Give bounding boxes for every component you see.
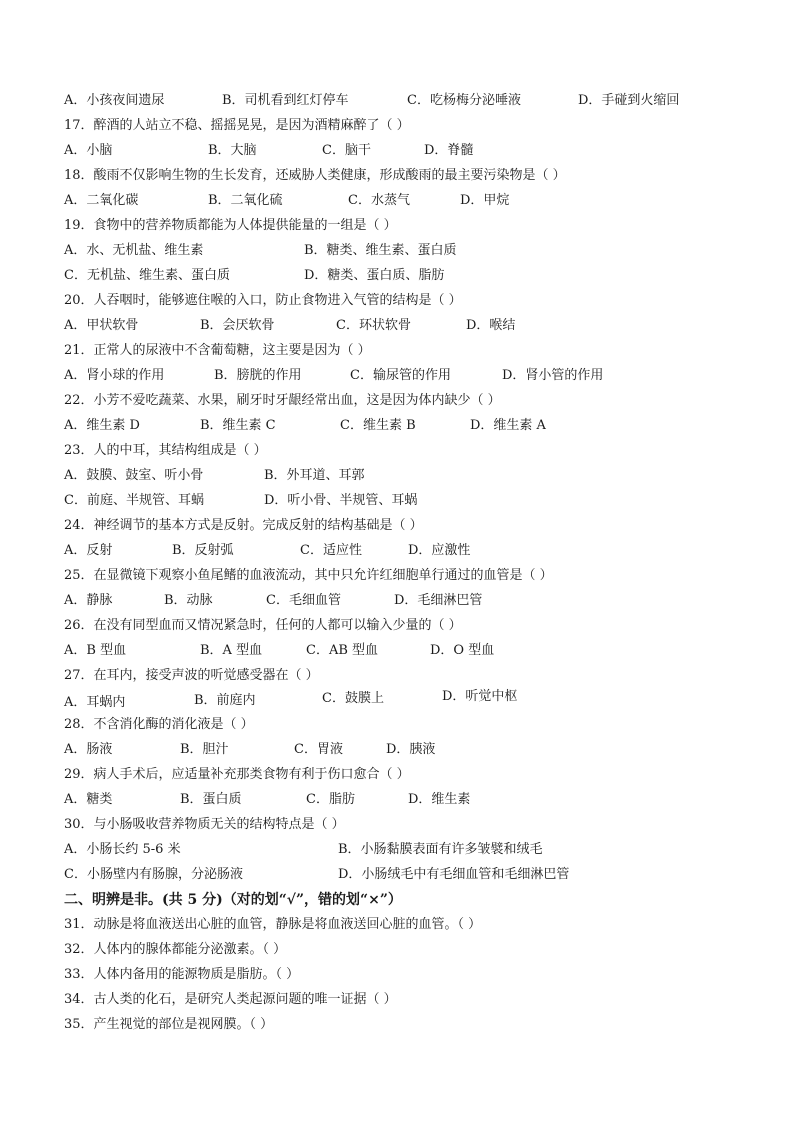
q24-stem: 24．神经调节的基本方式是反射。完成反射的结构基础是（ ）: [64, 518, 423, 533]
q27-option-c: C．鼓膜上: [322, 691, 384, 706]
q29-option-a: A．糖类: [64, 792, 113, 807]
q16-option-c: C．吃杨梅分泌唾液: [407, 93, 521, 108]
q30-option-d: D．小肠绒毛中有毛细血管和毛细淋巴管: [338, 867, 570, 882]
q16-option-d: D．手碰到火缩回: [578, 93, 680, 108]
q21-option-a: A．肾小球的作用: [64, 368, 165, 383]
q17-option-b: B．大脑: [208, 143, 257, 158]
q20-option-c: C．环状软骨: [336, 318, 411, 333]
q27-option-a: A．耳蜗内: [64, 695, 126, 710]
q23-option-c: C．前庭、半规管、耳蜗: [64, 493, 204, 508]
q30-option-a: A．小肠长约 5-6 米: [64, 842, 181, 857]
q26-option-c: C．AB 型血: [306, 643, 379, 658]
q28-option-c: C．胃液: [294, 742, 343, 757]
q29-option-d: D．维生素: [408, 792, 471, 807]
q21-option-d: D．肾小管的作用: [502, 368, 604, 383]
q27-option-d: D．听觉中枢: [442, 689, 518, 704]
q30-option-b: B．小肠黏膜表面有许多皱襞和绒毛: [338, 842, 543, 857]
q28-option-d: D．胰液: [386, 742, 436, 757]
q19-option-a: A．水、无机盐、维生素: [64, 243, 204, 258]
q16-option-a: A．小孩夜间遗尿: [64, 93, 165, 108]
q23-option-d: D．听小骨、半规管、耳蜗: [264, 493, 418, 508]
q23-option-b: B．外耳道、耳郭: [264, 468, 365, 483]
q18-option-b: B．二氧化硫: [208, 193, 283, 208]
q23-stem: 23．人的中耳，其结构组成是（ ）: [64, 443, 267, 458]
q17-option-d: D．脊髓: [424, 143, 474, 158]
q20-option-a: A．甲状软骨: [64, 318, 139, 333]
q18-option-d: D．甲烷: [460, 193, 510, 208]
q22-option-d: D．维生素 A: [470, 418, 546, 433]
q26-option-d: D．O 型血: [430, 643, 495, 658]
q30-stem: 30．与小肠吸收营养物质无关的结构特点是（ ）: [64, 817, 345, 832]
q25-option-c: C．毛细血管: [266, 593, 341, 608]
q22-option-a: A．维生素 D: [64, 418, 140, 433]
q26-option-a: A．B 型血: [64, 643, 127, 658]
q26-option-b: B．A 型血: [200, 643, 263, 658]
q24-option-a: A．反射: [64, 543, 113, 558]
q17-option-c: C．脑干: [322, 143, 371, 158]
q23-option-a: A．鼓膜、鼓室、听小骨: [64, 468, 204, 483]
q20-stem: 20．人吞咽时，能够遮住喉的入口，防止食物进入气管的结构是（ ）: [64, 293, 462, 308]
q25-stem: 25．在显微镜下观察小鱼尾鳍的血液流动，其中只允许红细胞单行通过的血管是（ ）: [64, 568, 553, 583]
q18-stem: 18．酸雨不仅影响生物的生长发育，还威胁人类健康，形成酸雨的最主要污染物是（ ）: [64, 168, 566, 183]
q24-option-c: C．适应性: [300, 543, 362, 558]
q28-option-b: B．胆汁: [180, 742, 229, 757]
q18-option-a: A．二氧化碳: [64, 193, 139, 208]
q29-option-c: C．脂肪: [306, 792, 355, 807]
q22-stem: 22．小芳不爱吃蔬菜、水果，刷牙时牙龈经常出血，这是因为体内缺少（ ）: [64, 393, 501, 408]
q25-option-a: A．静脉: [64, 593, 113, 608]
q25-option-d: D．毛细淋巴管: [394, 593, 483, 608]
q24-option-b: B．反射弧: [172, 543, 234, 558]
q30-option-c: C．小肠壁内有肠腺，分泌肠液: [64, 867, 243, 882]
q22-option-b: B．维生素 C: [200, 418, 276, 433]
q18-option-c: C．水蒸气: [348, 193, 410, 208]
q26-stem: 26．在没有同型血而又情况紧急时，任何的人都可以输入少量的（ ）: [64, 618, 462, 633]
q22-option-c: C．维生素 B: [340, 418, 416, 433]
q28-option-a: A．肠液: [64, 742, 113, 757]
q33-statement: 33．人体内备用的能源物质是脂肪。（ ）: [64, 967, 300, 982]
section-2-heading: 二、明辨是非。(共 5 分)（对的划“√”，错的划“×”）: [64, 892, 402, 908]
q24-option-d: D．应激性: [408, 543, 471, 558]
q19-stem: 19．食物中的营养物质都能为人体提供能量的一组是（ ）: [64, 218, 397, 233]
q21-option-c: C．输尿管的作用: [350, 368, 451, 383]
q29-option-b: B．蛋白质: [180, 792, 242, 807]
q19-option-c: C．无机盐、维生素、蛋白质: [64, 268, 230, 283]
q20-option-d: D．喉结: [466, 318, 516, 333]
q21-option-b: B．膀胱的作用: [214, 368, 302, 383]
q28-stem: 28．不含消化酶的消化液是（ ）: [64, 717, 254, 732]
q16-option-b: B．司机看到红灯停车: [222, 93, 349, 108]
q27-stem: 27．在耳内，接受声波的听觉感受器在（ ）: [64, 668, 319, 683]
q21-stem: 21．正常人的尿液中不含葡萄糖，这主要是因为（ ）: [64, 343, 371, 358]
q35-statement: 35．产生视觉的部位是视网膜。（ ）: [64, 1017, 274, 1032]
q29-stem: 29．病人手术后，应适量补充那类食物有利于伤口愈合（ ）: [64, 767, 410, 782]
q19-option-d: D．糖类、蛋白质、脂肪: [304, 268, 445, 283]
q34-statement: 34．古人类的化石，是研究人类起源问题的唯一证据（ ）: [64, 992, 397, 1007]
q17-stem: 17．醉酒的人站立不稳、摇摇晃晃，是因为酒精麻醉了（ ）: [64, 118, 410, 133]
q20-option-b: B．会厌软骨: [200, 318, 275, 333]
q27-option-b: B．前庭内: [194, 693, 256, 708]
q17-option-a: A．小脑: [64, 143, 113, 158]
q25-option-b: B．动脉: [164, 593, 213, 608]
q32-statement: 32．人体内的腺体都能分泌激素。（ ）: [64, 942, 287, 957]
q31-statement: 31．动脉是将血液送出心脏的血管，静脉是将血液送回心脏的血管。（ ）: [64, 917, 482, 932]
q19-option-b: B．糖类、维生素、蛋白质: [304, 243, 457, 258]
